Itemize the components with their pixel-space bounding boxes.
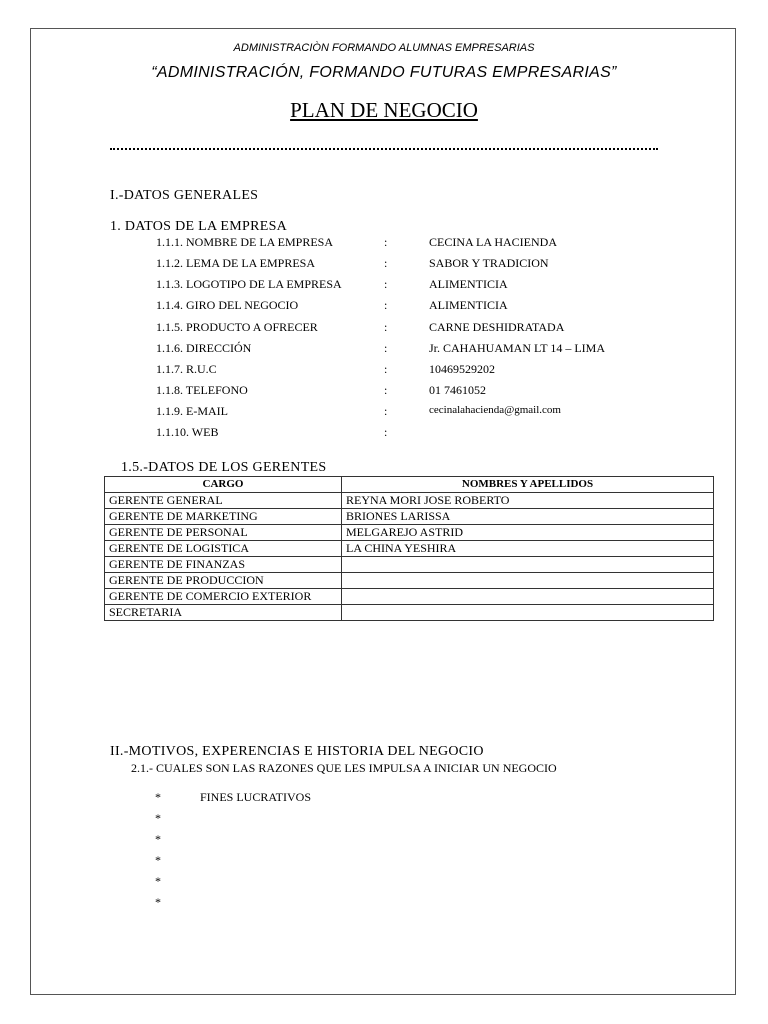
table-header-row bbox=[105, 477, 714, 493]
section-2-question: 2.1.- CUALES SON LAS RAZONES QUE LES IMPULSA A INICIAR UN NEGOCIO bbox=[131, 761, 557, 775]
table-row bbox=[105, 573, 714, 589]
header-small: ADMINISTRACIÒN FORMANDO ALUMNAS EMPRESARIAS bbox=[233, 42, 535, 54]
bullet-mark: * bbox=[155, 790, 161, 804]
row-label-producto: 1.1.5. PRODUCTO A OFRECER bbox=[156, 320, 318, 334]
cell-nombre: BRIONES LARISSA bbox=[342, 509, 714, 525]
column-header-nombres: NOMBRES Y APELLIDOS bbox=[342, 477, 714, 493]
managers-heading: 1.5.-DATOS DE LOS GERENTES bbox=[121, 460, 327, 475]
table-row bbox=[105, 525, 714, 541]
row-colon: : bbox=[384, 235, 388, 249]
table-row bbox=[105, 557, 714, 573]
bullet-mark: * bbox=[155, 811, 161, 825]
dotted-divider bbox=[110, 148, 658, 150]
cell-nombre: MELGAREJO ASTRID bbox=[342, 525, 714, 541]
bullet-mark: * bbox=[155, 895, 161, 909]
cell-nombre: REYNA MORI JOSE ROBERTO bbox=[342, 493, 714, 509]
row-colon: : bbox=[384, 256, 388, 270]
bullet-mark: * bbox=[155, 832, 161, 846]
row-label-nombre: 1.1.1. NOMBRE DE LA EMPRESA bbox=[156, 235, 334, 249]
table-row bbox=[105, 509, 714, 525]
column-header-cargo: CARGO bbox=[105, 477, 342, 493]
row-label-web: 1.1.10. WEB bbox=[156, 425, 219, 439]
row-label-ruc: 1.1.7. R.U.C bbox=[156, 362, 217, 376]
section-1-heading: I.-DATOS GENERALES bbox=[110, 188, 259, 203]
bullet-mark: * bbox=[155, 853, 161, 867]
cell-nombre bbox=[342, 589, 714, 605]
row-colon: : bbox=[384, 341, 388, 355]
table-row bbox=[105, 605, 714, 621]
cell-nombre bbox=[342, 605, 714, 621]
row-colon: : bbox=[384, 320, 388, 334]
row-label-giro: 1.1.4. GIRO DEL NEGOCIO bbox=[156, 298, 299, 312]
row-label-telefono: 1.1.8. TELEFONO bbox=[156, 383, 248, 397]
cell-cargo: GERENTE DE FINANZAS bbox=[105, 557, 342, 573]
row-colon: : bbox=[384, 277, 388, 291]
managers-table bbox=[104, 476, 714, 621]
row-value-logotipo: ALIMENTICIA bbox=[429, 277, 508, 291]
row-value-giro: ALIMENTICIA bbox=[429, 298, 508, 312]
row-value-telefono: 01 7461052 bbox=[429, 383, 486, 397]
cell-cargo: GERENTE DE PERSONAL bbox=[105, 525, 342, 541]
row-colon: : bbox=[384, 404, 388, 418]
row-value-direccion: Jr. CAHAHUAMAN LT 14 – LIMA bbox=[429, 341, 606, 355]
bullet-text: FINES LUCRATIVOS bbox=[200, 790, 312, 804]
row-colon: : bbox=[384, 298, 388, 312]
row-colon: : bbox=[384, 362, 388, 376]
row-value-email[interactable]: cecinalahacienda@gmail.com bbox=[429, 404, 561, 416]
table-row bbox=[105, 493, 714, 509]
row-value-ruc: 10469529202 bbox=[429, 362, 495, 376]
cell-cargo: GERENTE DE MARKETING bbox=[105, 509, 342, 525]
row-value-producto: CARNE DESHIDRATADA bbox=[429, 320, 565, 334]
cell-nombre: LA CHINA YESHIRA bbox=[342, 541, 714, 557]
document-title bbox=[0, 98, 768, 123]
cell-cargo: GERENTE DE PRODUCCION bbox=[105, 573, 342, 589]
cell-nombre bbox=[342, 573, 714, 589]
cell-cargo: SECRETARIA bbox=[105, 605, 342, 621]
header-motto: “ADMINISTRACIÓN, FORMANDO FUTURAS EMPRESARIAS” bbox=[151, 64, 617, 81]
row-label-email: 1.1.9. E-MAIL bbox=[156, 404, 228, 418]
row-label-direccion: 1.1.6. DIRECCIÓN bbox=[156, 341, 252, 355]
section-2-heading: II.-MOTIVOS, EXPERENCIAS E HISTORIA DEL NEGOCIO bbox=[110, 744, 484, 759]
cell-nombre bbox=[342, 557, 714, 573]
row-label-logotipo: 1.1.3. LOGOTIPO DE LA EMPRESA bbox=[156, 277, 342, 291]
document-title-text: PLAN DE NEGOCIO bbox=[290, 98, 478, 122]
row-value-nombre: CECINA LA HACIENDA bbox=[429, 235, 557, 249]
row-value-lema: SABOR Y TRADICION bbox=[429, 256, 549, 270]
cell-cargo: GERENTE GENERAL bbox=[105, 493, 342, 509]
row-label-lema: 1.1.2. LEMA DE LA EMPRESA bbox=[156, 256, 316, 270]
table-row bbox=[105, 589, 714, 605]
company-data-heading: 1. DATOS DE LA EMPRESA bbox=[110, 219, 288, 234]
table-row bbox=[105, 541, 714, 557]
row-colon: : bbox=[384, 425, 388, 439]
bullet-mark: * bbox=[155, 874, 161, 888]
cell-cargo: GERENTE DE COMERCIO EXTERIOR bbox=[105, 589, 342, 605]
row-colon: : bbox=[384, 383, 388, 397]
cell-cargo: GERENTE DE LOGISTICA bbox=[105, 541, 342, 557]
